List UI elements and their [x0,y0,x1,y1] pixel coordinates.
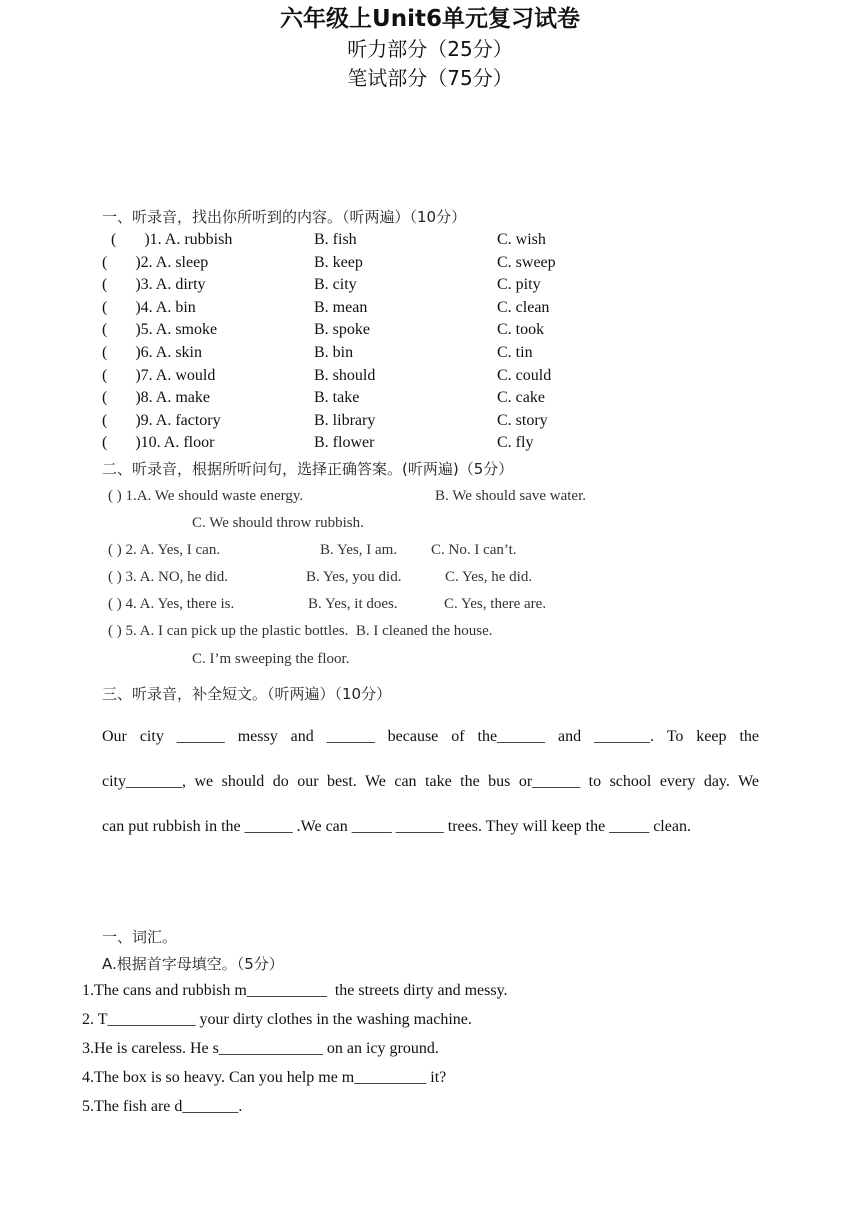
vocab-heading: 一、词汇。 [102,928,178,946]
vocab-item-4: 4.The box is so heavy. Can you help me m_________ it? [82,1069,447,1086]
vocab-part-a-heading: A.根据首字母填空。（5分） [102,955,284,973]
part2-q4-option-b: B. Yes, it does. [308,596,398,612]
cloze-line-2: city_______, we should do our best. We can take the bus or______ to school every day. We [102,773,759,790]
part1-q4-num: ( )4. A. bin [102,299,196,316]
part1-instruction: 一、听录音，找出你所听到的内容。（听两遍）（10分） [102,208,467,226]
vocab-item-1: 1.The cans and rubbish m__________ the streets dirty and messy. [82,982,508,999]
part2-q2-option-b: B. Yes, I am. [320,542,398,558]
part1-q5-option-b: B. spoke [314,321,370,338]
part1-q6-option-b: B. bin [314,344,354,361]
part1-q6-option-c: C. tin [497,344,533,361]
listening-section-heading: 听力部分（25分） [347,37,513,61]
part2-q2-option-c: C. No. I can’t. [431,542,517,558]
part1-q6-num: ( )6. A. skin [102,344,202,361]
part2-q1-option-a: ( ) 1.A. We should waste energy. [108,488,304,504]
part1-q3-option-b: B. city [314,276,357,293]
part2-q5-option-c: C. I’m sweeping the floor. [192,651,350,667]
part1-q10-option-b: B. flower [314,434,375,451]
part2-q3-option-c: C. Yes, he did. [445,569,533,585]
part2-q3-option-a: ( ) 3. A. NO, he did. [108,569,228,585]
page-title: 六年级上Unit6单元复习试卷 [280,6,580,32]
part1-q2-option-c: C. sweep [497,254,556,271]
part1-q1-option-c: C. wish [497,231,546,248]
part1-q4-option-c: C. clean [497,299,550,316]
part2-q4-option-a: ( ) 4. A. Yes, there is. [108,596,235,612]
vocab-item-3: 3.He is careless. He s_____________ on an icy ground. [82,1040,439,1057]
part1-q10-num: ( )10. A. floor [102,434,215,451]
part1-q8-option-c: C. cake [497,389,545,406]
part1-q3-option-c: C. pity [497,276,541,293]
part1-q9-option-c: C. story [497,412,548,429]
part1-q7-option-b: B. should [314,367,376,384]
part1-q7-num: ( )7. A. would [102,367,216,384]
part1-q8-num: ( )8. A. make [102,389,210,406]
part2-q1-option-b: B. We should save water. [435,488,586,504]
part2-q2-option-a: ( ) 2. A. Yes, I can. [108,542,221,558]
part2-q5-options-ab: ( ) 5. A. I can pick up the plastic bottles. B. I cleaned the house. [108,623,493,639]
part2-q4-option-c: C. Yes, there are. [444,596,547,612]
part1-q5-num: ( )5. A. smoke [102,321,218,338]
part1-q8-option-b: B. take [314,389,360,406]
part1-q2-num: ( )2. A. sleep [102,254,209,271]
part1-q7-option-c: C. could [497,367,552,384]
part1-q2-option-b: B. keep [314,254,363,271]
cloze-line-1: Our city ______ messy and ______ because of the______ and _______. To keep the [102,728,759,745]
part1-q9-option-b: B. library [314,412,376,429]
vocab-item-5: 5.The fish are d_______. [82,1098,243,1115]
part1-q10-option-c: C. fly [497,434,534,451]
part1-q1-option-b: B. fish [314,231,357,248]
vocab-item-2: 2. T___________ your dirty clothes in the washing machine. [82,1011,472,1028]
part3-instruction: 三、听录音，补全短文。（听两遍）（10分） [102,685,392,703]
part2-instruction: 二、听录音，根据所听问句，选择正确答案。(听两遍)（5分） [102,460,514,478]
part2-q3-option-b: B. Yes, you did. [306,569,402,585]
cloze-line-3: can put rubbish in the ______ .We can _____ ______ trees. They will keep the _____ clean. [102,818,691,835]
part1-q3-num: ( )3. A. dirty [102,276,206,293]
part1-q5-option-c: C. took [497,321,545,338]
part1-q9-num: ( )9. A. factory [102,412,221,429]
written-section-heading: 笔试部分（75分） [347,66,513,90]
part2-q1-option-c: C. We should throw rubbish. [192,515,364,531]
part1-q4-option-b: B. mean [314,299,368,316]
part1-q1-num: ( )1. A. rubbish [111,231,233,248]
